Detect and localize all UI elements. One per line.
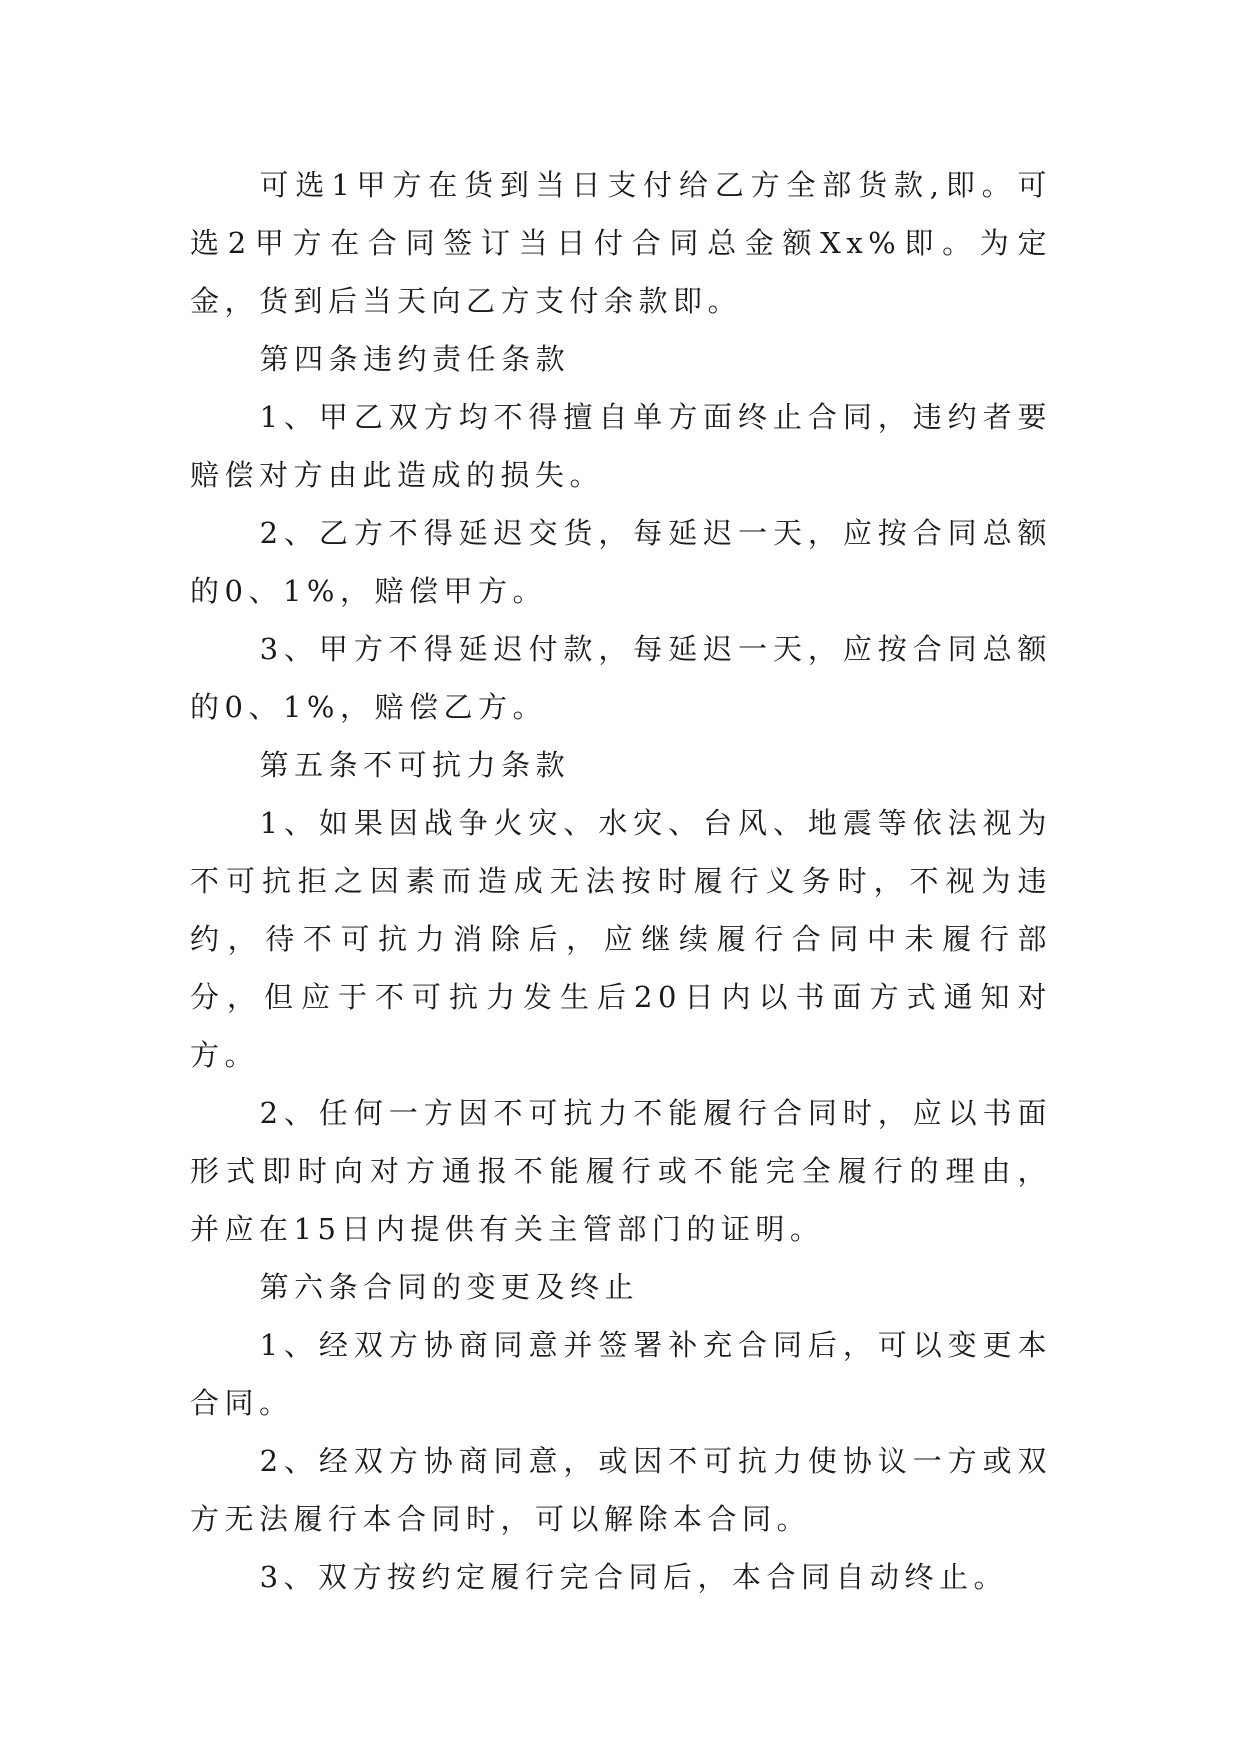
payment-terms-paragraph: 可选1甲方在货到当日支付给乙方全部货款,即。可选2甲方在合同签订当日付合同总金额Xx%即。为定金，货到后当天向乙方支付余款即。 (190, 168, 1052, 318)
force-majeure-clause-1: 1、如果因战争火灾、水灾、台风、地震等依法视为不可抗拒之因素而造成无法按时履行义务时，不视为违约，待不可抗力消除后，应继续履行合同中未履行部分，但应于不可抗力发生后20日内以书面方式通知对方。 (190, 806, 1052, 1072)
section-heading-breach-liability: 第四条违约责任条款 (259, 342, 571, 376)
force-majeure-clause-2: 2、任何一方因不可抗力不能履行合同时，应以书面形式即时向对方通报不能履行或不能完全履行的理由，并应在15日内提供有关主管部门的证明。 (190, 1096, 1052, 1246)
change-termination-clause-2: 2、经双方协商同意，或因不可抗力使协议一方或双方无法履行本合同时，可以解除本合同。 (190, 1444, 1052, 1536)
change-termination-clause-1: 1、经双方协商同意并签署补充合同后，可以变更本合同。 (190, 1328, 1052, 1420)
section-heading-force-majeure: 第五条不可抗力条款 (259, 748, 571, 782)
breach-clause-3: 3、甲方不得延迟付款，每延迟一天，应按合同总额的0、1%，赔偿乙方。 (190, 632, 1052, 724)
change-termination-clause-3: 3、双方按约定履行完合同后，本合同自动终止。 (259, 1560, 1009, 1594)
section-heading-change-termination: 第六条合同的变更及终止 (259, 1270, 640, 1304)
document-body (190, 156, 1052, 1606)
breach-clause-1: 1、甲乙双方均不得擅自单方面终止合同，违约者要赔偿对方由此造成的损失。 (190, 400, 1052, 492)
breach-clause-2: 2、乙方不得延迟交货，每延迟一天，应按合同总额的0、1%，赔偿甲方。 (190, 516, 1052, 608)
